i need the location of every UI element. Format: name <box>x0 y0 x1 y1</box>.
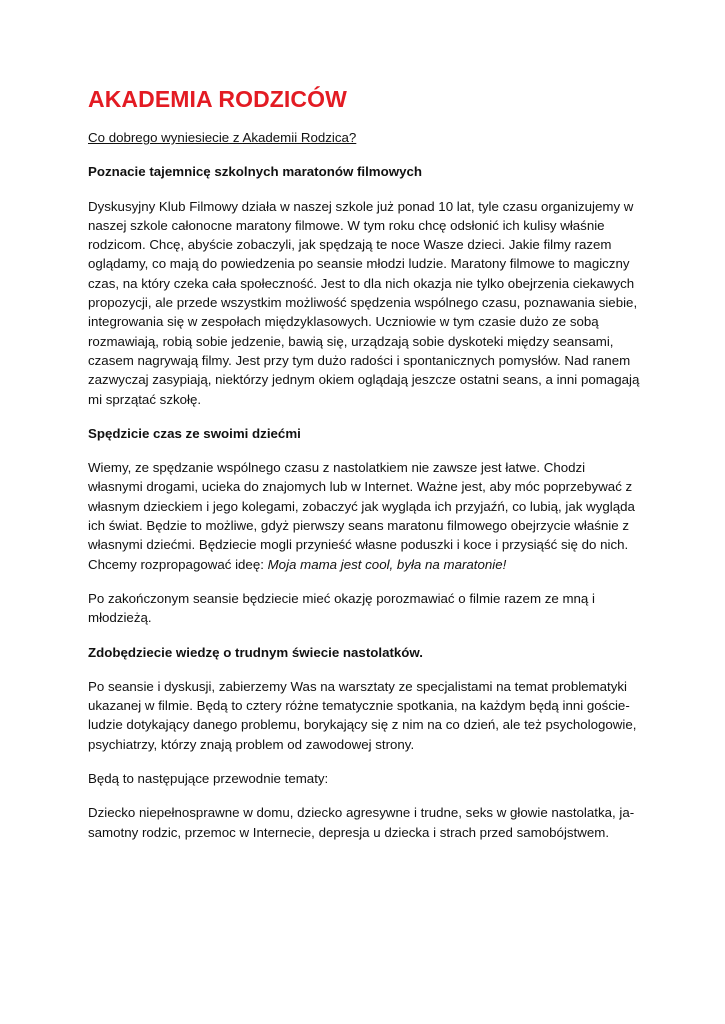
slogan-quote: Moja mama jest cool, była na maratonie! <box>267 556 507 572</box>
section-paragraph-topics-intro: Będą to następujące przewodnie tematy: <box>88 771 329 787</box>
document-subtitle: Co dobrego wyniesiecie z Akademii Rodzica? <box>88 130 357 145</box>
section-paragraph-marathons: Dyskusyjny Klub Filmowy działa w naszej szkole już ponad 10 lat, tyle czasu organizujemy w naszej szkole całonocne maratony filmowe. W tym roku chcę odsłonić ich kulisy właśnie rodzicom. Chcę, abyście zobaczyli, jak spędzają te noce Wasze dzieci. Jakie filmy razem oglądamy, co mają do powiedzenia po seansie młodzi ludzie. Maratony filmowe to magiczny czas, na który czeka cała społeczność. Jest to dla nich okazja nie tylko obejrzenia ciekawych propozycji, ale przede wszystkim możliwość spędzenia wspólnego czasu, poznawania siebie, integrowania się w zespołach międzyklasowych. Uczniowie w tym czasie dużo ze sobą rozmawiają, robią sobie jedzenie, bawią się, urządzają sobie dyskoteki między seansami, czasem nagrywają filmy. Jest przy tym dużo radości i spontanicznych pomysłów. Nad ranem zazwyczaj zasypiają, niektórzy jednym okiem oglądają jeszcze ostatni seans, a inni pomagają mi sprzątać szkołę. <box>88 198 640 407</box>
section-heading-time-with-children: Spędzicie czas ze swoimi dziećmi <box>88 425 301 441</box>
section-paragraph-topics-list: Dziecko niepełnosprawne w domu, dziecko agresywne i trudne, seks w głowie nastolatka, ja- samotny rodzic, przemoc w Internecie, depresja u dziecka i strach przed samobójstwem. <box>88 805 635 840</box>
section-heading-marathons: Poznacie tajemnicę szkolnych maratonów filmowych <box>88 164 422 180</box>
section-paragraph-time-with-children <box>88 458 643 574</box>
section-heading-knowledge: Zdobędziecie wiedzę o trudnym świecie nastolatków. <box>88 644 423 660</box>
paragraph-text: Wiemy, ze spędzanie wspólnego czasu z nastolatkiem nie zawsze jest łatwe. Chodzi własnymi drogami, ucieka do znajomych lub w Internet. Ważne jest, aby móc poprzebywać z własnym dzieckiem i jego kolegami, zobaczyć jak wygląda ich przyjaźń, co lubią, jak wygląda ich świat. Będzie to możliwe, gdyż pierwszy seans maratonu filmowego obejrzycie właśnie z własnymi dziećmi. Będziecie mogli przynieść własne poduszki i koce i przysiąść się do nich. Chcemy rozpropagować ideę: <box>88 460 635 572</box>
section-paragraph-discussion: Po zakończonym seansie będziecie mieć okazję porozmawiać o filmie razem ze mną i młodzieżą. <box>88 590 595 626</box>
section-paragraph-workshops: Po seansie i dyskusji, zabierzemy Was na warsztaty ze specjalistami na temat problematyki ukazanej w filmie. Będą to cztery różne tematycznie spotkania, na każdym będą inni goście- ludzie dotykający danego problemu, borykający się z nim na co dzień, ale też psychologowie, psychiatrzy, którzy znają problem od zawodowej strony. <box>88 678 637 752</box>
document-page <box>88 84 643 857</box>
document-title: AKADEMIA RODZICÓW <box>88 86 347 112</box>
